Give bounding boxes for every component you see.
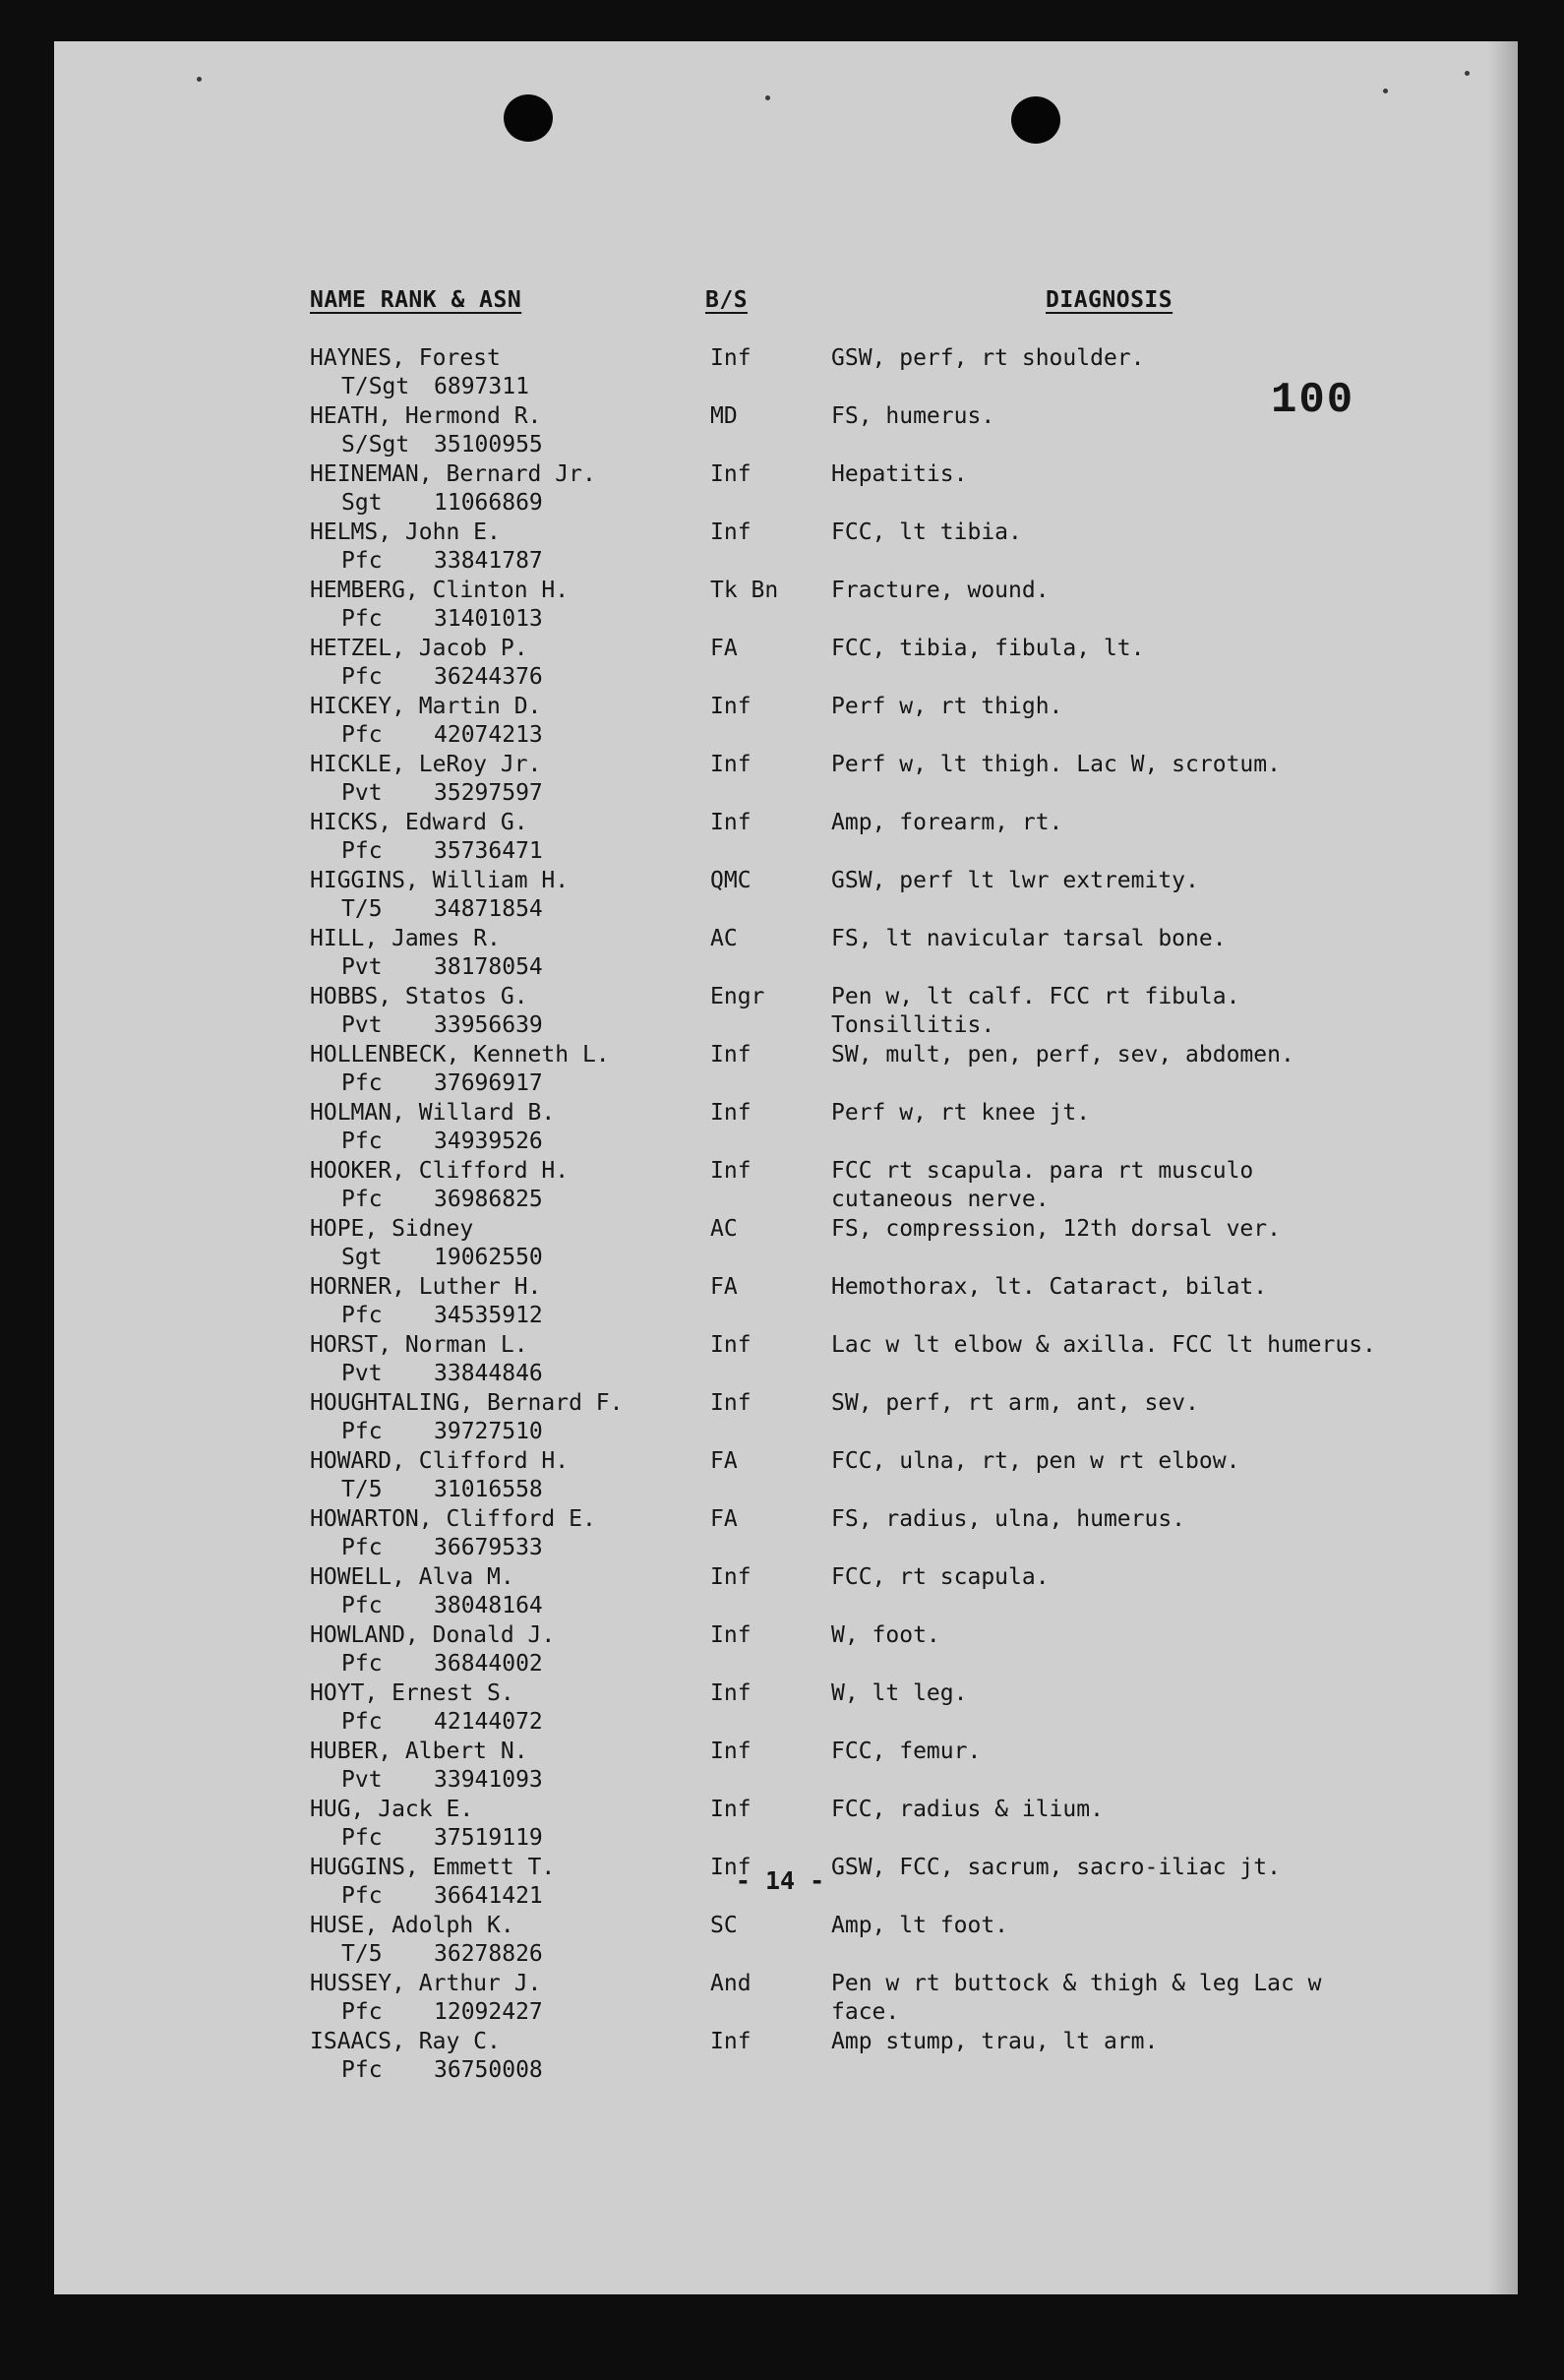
record-rank: Pfc — [341, 1535, 383, 1560]
record-branch: Inf — [710, 1390, 752, 1416]
record-rank: Pfc — [341, 1593, 383, 1618]
list-item — [54, 983, 1518, 1041]
record-branch: Inf — [710, 1158, 752, 1184]
record-rank: Pfc — [341, 2057, 383, 2083]
list-item — [54, 2028, 1518, 2086]
record-diagnosis: FCC, lt tibia. — [831, 519, 1022, 545]
record-rank: Pfc — [341, 1883, 383, 1909]
record-rank: Pfc — [341, 1070, 383, 1096]
record-asn: 37696917 — [434, 1070, 543, 1096]
record-name: HUG, Jack E. — [310, 1797, 474, 1822]
record-name: HUSE, Adolph K. — [310, 1913, 514, 1938]
record-diagnosis: GSW, perf lt lwr extremity. — [831, 868, 1199, 893]
record-name: HEINEMAN, Bernard Jr. — [310, 461, 596, 487]
record-diagnosis: Perf w, rt knee jt. — [831, 1100, 1091, 1126]
record-branch: AC — [710, 1216, 738, 1242]
record-diagnosis: Amp, lt foot. — [831, 1913, 1009, 1938]
record-branch: FA — [710, 1274, 738, 1300]
record-name: HETZEL, Jacob P. — [310, 636, 528, 661]
record-rank: Pvt — [341, 1012, 383, 1038]
record-diagnosis: Pen w rt buttock & thigh & leg Lac w face. — [831, 1971, 1322, 2025]
record-branch: Inf — [710, 461, 752, 487]
record-branch: Inf — [710, 1564, 752, 1590]
record-rank: Pfc — [341, 548, 383, 574]
column-header-diagnosis: DIAGNOSIS — [1046, 287, 1173, 313]
record-asn: 38048164 — [434, 1593, 543, 1618]
record-diagnosis: FCC, tibia, fibula, lt. — [831, 636, 1145, 661]
record-asn: 33956639 — [434, 1012, 543, 1038]
record-branch: Inf — [710, 2029, 752, 2054]
record-rank: Pvt — [341, 1361, 383, 1386]
record-asn: 36278826 — [434, 1941, 543, 1967]
record-name: HOWARTON, Clifford E. — [310, 1506, 596, 1532]
list-item — [54, 1912, 1518, 1970]
column-header-bs: B/S — [705, 287, 749, 313]
record-branch: Tk Bn — [710, 578, 779, 603]
scan-speck — [765, 95, 770, 100]
record-name: HORST, Norman L. — [310, 1332, 528, 1358]
record-diagnosis: FCC rt scapula. para rt musculo cutaneous nerve. — [831, 1158, 1254, 1212]
record-branch: QMC — [710, 868, 752, 893]
record-rank: Pvt — [341, 1767, 383, 1793]
record-rank: Pfc — [341, 722, 383, 748]
record-rank: Pfc — [341, 1303, 383, 1328]
record-asn: 34871854 — [434, 896, 543, 922]
list-item — [54, 1099, 1518, 1157]
list-item — [54, 1273, 1518, 1331]
list-item — [54, 1389, 1518, 1447]
record-branch: Inf — [710, 519, 752, 545]
record-diagnosis: W, lt leg. — [831, 1680, 968, 1706]
record-branch: MD — [710, 403, 738, 429]
record-branch: SC — [710, 1913, 738, 1938]
record-asn: 11066869 — [434, 490, 543, 516]
record-asn: 35297597 — [434, 780, 543, 806]
record-rank: Pvt — [341, 954, 383, 980]
record-diagnosis: Pen w, lt calf. FCC rt fibula. Tonsillitis. — [831, 984, 1240, 1038]
record-branch: Inf — [710, 752, 752, 777]
list-item — [54, 809, 1518, 867]
record-asn: 36679533 — [434, 1535, 543, 1560]
record-asn: 36641421 — [434, 1883, 543, 1909]
record-rank: Pfc — [341, 1651, 383, 1677]
record-asn: 42144072 — [434, 1709, 543, 1735]
record-diagnosis: Lac w lt elbow & axilla. FCC lt humerus. — [831, 1332, 1376, 1358]
record-diagnosis: Hepatitis. — [831, 461, 968, 487]
record-asn: 36986825 — [434, 1187, 543, 1212]
record-name: HUSSEY, Arthur J. — [310, 1971, 542, 1996]
list-item — [54, 460, 1518, 519]
record-name: HUGGINS, Emmett T. — [310, 1855, 556, 1880]
record-name: HIGGINS, William H. — [310, 868, 570, 893]
list-item — [54, 693, 1518, 751]
record-rank: Pfc — [341, 1419, 383, 1444]
document-page — [54, 41, 1518, 2294]
record-asn: 31016558 — [434, 1477, 543, 1502]
record-branch: Inf — [710, 694, 752, 719]
record-branch: FA — [710, 636, 738, 661]
record-asn: 39727510 — [434, 1419, 543, 1444]
record-asn: 31401013 — [434, 606, 543, 632]
record-branch: Inf — [710, 1680, 752, 1706]
scan-speck — [197, 77, 202, 82]
record-name: HICKEY, Martin D. — [310, 694, 542, 719]
list-item — [54, 402, 1518, 460]
record-asn: 33844846 — [434, 1361, 543, 1386]
record-asn: 35736471 — [434, 838, 543, 864]
list-item — [54, 1621, 1518, 1679]
record-diagnosis: GSW, FCC, sacrum, sacro-iliac jt. — [831, 1855, 1281, 1880]
record-name: HICKLE, LeRoy Jr. — [310, 752, 542, 777]
record-name: HAYNES, Forest — [310, 345, 501, 371]
record-asn: 12092427 — [434, 1999, 543, 2025]
list-item — [54, 925, 1518, 983]
record-asn: 36244376 — [434, 664, 543, 690]
record-branch: FA — [710, 1448, 738, 1474]
record-diagnosis: FCC, rt scapula. — [831, 1564, 1050, 1590]
list-item — [54, 1505, 1518, 1563]
record-name: HOLLENBECK, Kenneth L. — [310, 1042, 610, 1068]
record-rank: Pvt — [341, 780, 383, 806]
record-rank: Pfc — [341, 1709, 383, 1735]
record-asn: 36844002 — [434, 1651, 543, 1677]
record-name: HOYT, Ernest S. — [310, 1680, 514, 1706]
record-diagnosis: Hemothorax, lt. Cataract, bilat. — [831, 1274, 1268, 1300]
record-asn: 34535912 — [434, 1303, 543, 1328]
record-diagnosis: FS, lt navicular tarsal bone. — [831, 926, 1227, 951]
record-diagnosis: Amp stump, trau, lt arm. — [831, 2029, 1159, 2054]
record-branch: And — [710, 1971, 752, 1996]
record-diagnosis: Amp, forearm, rt. — [831, 810, 1063, 835]
record-name: HUBER, Albert N. — [310, 1739, 528, 1764]
record-branch: Inf — [710, 1855, 752, 1880]
record-rank: S/Sgt — [341, 432, 410, 458]
record-rank: Pfc — [341, 1999, 383, 2025]
record-asn: 34939526 — [434, 1129, 543, 1154]
scan-speck — [1383, 89, 1388, 93]
record-name: ISAACS, Ray C. — [310, 2029, 501, 2054]
record-rank: Pfc — [341, 838, 383, 864]
record-diagnosis: FS, compression, 12th dorsal ver. — [831, 1216, 1281, 1242]
record-rank: T/Sgt — [341, 374, 410, 399]
list-item — [54, 1215, 1518, 1273]
record-branch: Engr — [710, 984, 765, 1009]
record-name: HOPE, Sidney — [310, 1216, 474, 1242]
list-item — [54, 1041, 1518, 1099]
list-item — [54, 867, 1518, 925]
record-name: HOWLAND, Donald J. — [310, 1622, 556, 1648]
stamped-number: 100 — [1271, 376, 1355, 425]
list-item — [54, 577, 1518, 635]
list-item — [54, 751, 1518, 809]
list-item — [54, 1157, 1518, 1215]
list-item — [54, 1563, 1518, 1621]
record-rank: Pfc — [341, 1187, 383, 1212]
record-asn: 37519119 — [434, 1825, 543, 1851]
record-branch: AC — [710, 926, 738, 951]
list-item — [54, 1447, 1518, 1505]
page-number — [54, 1866, 1518, 1895]
record-rank: Pfc — [341, 1129, 383, 1154]
record-branch: Inf — [710, 1739, 752, 1764]
record-diagnosis: GSW, perf, rt shoulder. — [831, 345, 1145, 371]
record-diagnosis: FCC, radius & ilium. — [831, 1797, 1104, 1822]
record-name: HICKS, Edward G. — [310, 810, 528, 835]
list-item — [54, 1331, 1518, 1389]
record-name: HILL, James R. — [310, 926, 501, 951]
record-diagnosis: FS, radius, ulna, humerus. — [831, 1506, 1186, 1532]
record-rank: T/5 — [341, 1941, 383, 1967]
record-rank: Sgt — [341, 490, 383, 516]
record-branch: Inf — [710, 810, 752, 835]
record-branch: Inf — [710, 345, 752, 371]
binder-hole-right — [1011, 96, 1060, 144]
record-asn: 33941093 — [434, 1767, 543, 1793]
record-name: HORNER, Luther H. — [310, 1274, 542, 1300]
record-asn: 36750008 — [434, 2057, 543, 2083]
record-branch: FA — [710, 1506, 738, 1532]
list-item — [54, 344, 1518, 402]
record-rank: Pfc — [341, 1825, 383, 1851]
binder-hole-left — [504, 94, 553, 142]
record-rank: T/5 — [341, 896, 383, 922]
record-diagnosis: SW, perf, rt arm, ant, sev. — [831, 1390, 1199, 1416]
record-diagnosis: SW, mult, pen, perf, sev, abdomen. — [831, 1042, 1294, 1068]
record-branch: Inf — [710, 1100, 752, 1126]
list-item — [54, 519, 1518, 577]
record-name: HOLMAN, Willard B. — [310, 1100, 556, 1126]
record-name: HEATH, Hermond R. — [310, 403, 542, 429]
list-item — [54, 1738, 1518, 1796]
list-item — [54, 1970, 1518, 2028]
record-name: HOBBS, Statos G. — [310, 984, 528, 1009]
record-diagnosis: Perf w, rt thigh. — [831, 694, 1063, 719]
record-asn: 42074213 — [434, 722, 543, 748]
record-asn: 38178054 — [434, 954, 543, 980]
record-name: HELMS, John E. — [310, 519, 501, 545]
record-asn: 35100955 — [434, 432, 543, 458]
record-diagnosis: W, foot. — [831, 1622, 940, 1648]
record-name: HOOKER, Clifford H. — [310, 1158, 570, 1184]
record-diagnosis: FCC, femur. — [831, 1739, 982, 1764]
record-rank: Pfc — [341, 606, 383, 632]
record-name: HEMBERG, Clinton H. — [310, 578, 570, 603]
record-asn: 33841787 — [434, 548, 543, 574]
record-asn: 6897311 — [434, 374, 529, 399]
record-diagnosis: FS, humerus. — [831, 403, 995, 429]
record-branch: Inf — [710, 1332, 752, 1358]
casualty-list — [54, 344, 1518, 2086]
record-diagnosis: Fracture, wound. — [831, 578, 1050, 603]
record-rank: Pfc — [341, 664, 383, 690]
scan-speck — [1465, 71, 1470, 76]
record-diagnosis: FCC, ulna, rt, pen w rt elbow. — [831, 1448, 1240, 1474]
record-name: HOWARD, Clifford H. — [310, 1448, 570, 1474]
record-name: HOWELL, Alva M. — [310, 1564, 514, 1590]
page-number-text: - 14 - — [735, 1866, 825, 1895]
record-asn: 19062550 — [434, 1245, 543, 1270]
record-name: HOUGHTALING, Bernard F. — [310, 1390, 624, 1416]
list-item — [54, 635, 1518, 693]
record-rank: Sgt — [341, 1245, 383, 1270]
list-item — [54, 1796, 1518, 1854]
record-diagnosis: Perf w, lt thigh. Lac W, scrotum. — [831, 752, 1281, 777]
list-item — [54, 1679, 1518, 1738]
column-header-name: NAME RANK & ASN — [310, 287, 522, 313]
record-rank: T/5 — [341, 1477, 383, 1502]
record-branch: Inf — [710, 1042, 752, 1068]
record-branch: Inf — [710, 1622, 752, 1648]
record-branch: Inf — [710, 1797, 752, 1822]
